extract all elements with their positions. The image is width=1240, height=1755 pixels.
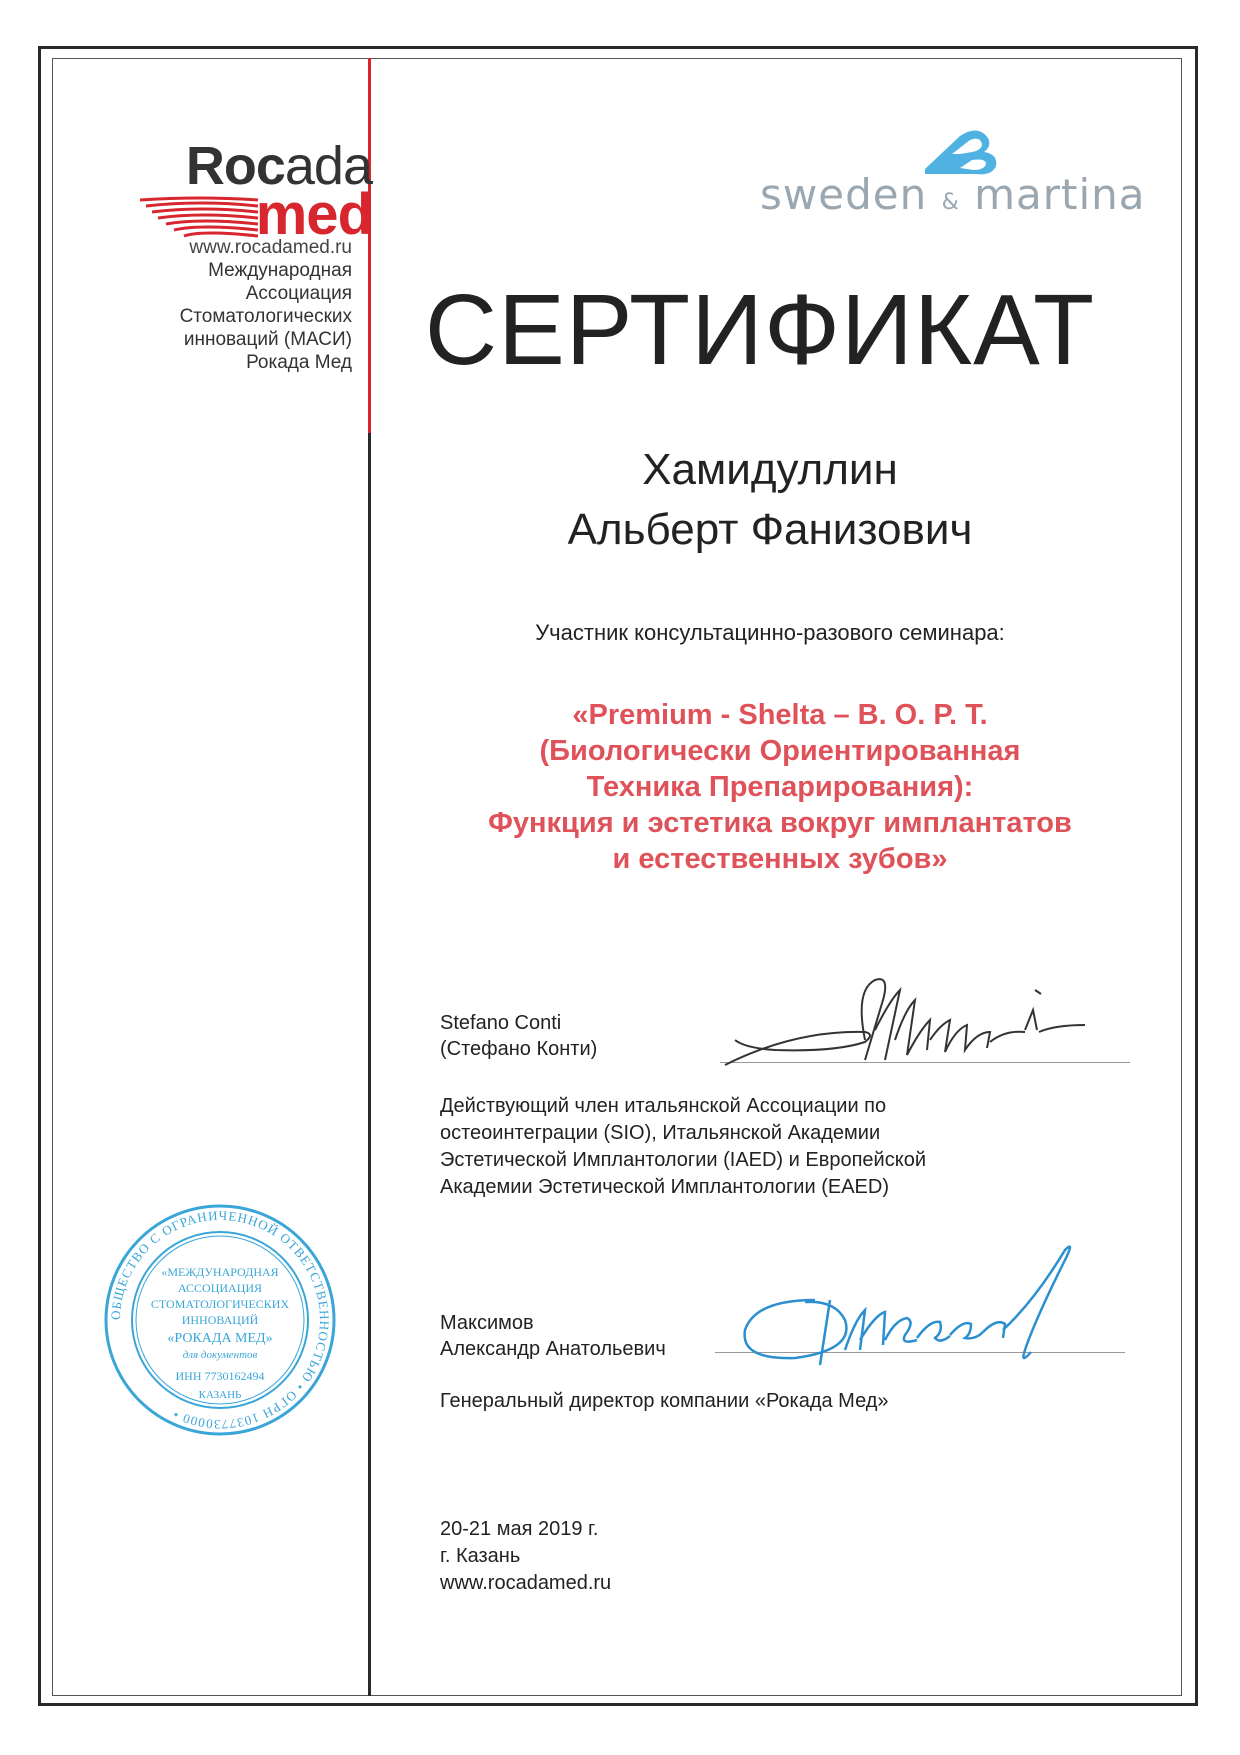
event-date: 20-21 мая 2019 г. xyxy=(440,1518,599,1540)
stamp-line: «РОКАДА МЕД» xyxy=(167,1331,273,1346)
sweden-martina-wordmark xyxy=(760,170,1146,219)
stamp-line: СТОМАТОЛОГИЧЕСКИХ xyxy=(150,1297,290,1311)
seminar-line: Функция и эстетика вокруг имплантатов xyxy=(488,807,1072,839)
signer1-name xyxy=(440,1010,597,1062)
seminar-line: (Биологически Ориентированная xyxy=(539,735,1021,767)
participant-text: Участник консультацинно-разового семинара: xyxy=(535,620,1005,645)
stamp-line: АССОЦИАЦИЯ xyxy=(177,1281,263,1295)
organization-info xyxy=(120,236,352,374)
stamp-city: КАЗАНЬ xyxy=(198,1389,242,1401)
footer-url: www.rocadamed.ru xyxy=(440,1572,612,1594)
rocada-word-med: med xyxy=(255,182,372,247)
stamp-ring-text: ОБЩЕСТВО С ОГРАНИЧЕННОЙ ОТВЕТСТВЕННОСТЬЮ • ОГРН 1037730000 • xyxy=(107,1207,333,1433)
signer2-given-names: Александр Анатольевич xyxy=(440,1338,666,1360)
recipient-given-names: Альберт Фанизович xyxy=(567,505,973,554)
recipient-name xyxy=(420,440,1120,560)
rocada-med-logo xyxy=(140,136,372,247)
stamp-line: «МЕЖДУНАРОДНАЯ xyxy=(161,1265,279,1279)
signer2-role: Генеральный директор компании «Рокада Мед» xyxy=(440,1390,889,1412)
stamp-inn: ИНН 7730162494 xyxy=(175,1369,265,1383)
seminar-title xyxy=(420,697,1140,877)
rocada-word-roc: Roc xyxy=(185,136,285,196)
signer2-surname: Максимов xyxy=(440,1312,534,1334)
signer1-desc-line: Действующий член итальянской Ассоциации по xyxy=(440,1095,887,1117)
signer1-description xyxy=(440,1093,1120,1201)
signer1-name-latin: Stefano Conti xyxy=(440,1012,562,1034)
stamp-seal-icon xyxy=(100,1200,340,1440)
org-line: Стоматологических xyxy=(179,306,352,327)
org-line: Ассоциация xyxy=(245,283,352,304)
rocada-word-ada: ada xyxy=(284,136,372,196)
org-line: Международная xyxy=(208,260,352,281)
certificate-title: СЕРТИФИКАТ xyxy=(424,274,1096,386)
company-stamp xyxy=(100,1200,340,1445)
org-line: инноваций (МАСИ) xyxy=(183,329,352,350)
signer1-desc-line: Академии Эстетической Имплантологии (EAED) xyxy=(440,1176,889,1198)
seminar-line: «Premium - Shelta – B. O. P. T. xyxy=(572,699,988,731)
sm-word-sweden: sweden xyxy=(760,170,928,219)
seminar-line: и естественных зубов» xyxy=(612,843,948,875)
signer2-name xyxy=(440,1310,666,1362)
sm-ampersand: & xyxy=(941,190,960,215)
signer1-desc-line: Эстетической Имплантологии (IAED) и Европейской xyxy=(440,1149,926,1171)
sm-word-martina: martina xyxy=(974,170,1146,219)
signature-1-icon xyxy=(715,970,1135,1080)
signature-2-icon xyxy=(735,1240,1135,1380)
stamp-line: ИННОВАЦИЙ xyxy=(181,1313,259,1327)
signer1-desc-line: остеоинтеграции (SIO), Итальянской Академии xyxy=(440,1122,881,1144)
stamp-line: для документов xyxy=(182,1349,258,1361)
recipient-surname: Хамидуллин xyxy=(642,445,898,494)
seminar-line: Техника Препарирования): xyxy=(586,771,974,803)
footer-info xyxy=(440,1516,611,1597)
signer1-name-cyrillic: (Стефано Конти) xyxy=(440,1038,598,1060)
org-line: Рокада Мед xyxy=(246,352,352,373)
event-city: г. Казань xyxy=(440,1545,521,1567)
org-url: www.rocadamed.ru xyxy=(189,237,352,258)
divider-dark xyxy=(368,433,371,1696)
rocada-waves-icon xyxy=(140,196,260,240)
